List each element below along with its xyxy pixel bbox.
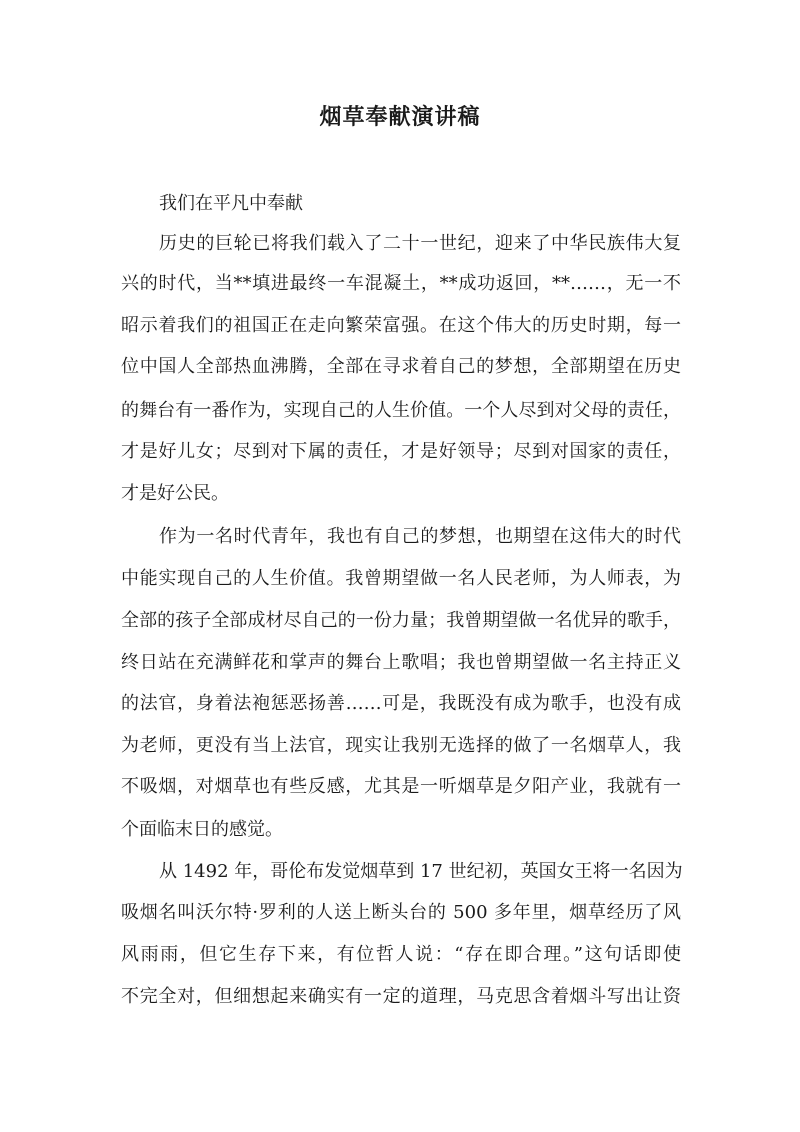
paragraph-line: 中能实现自己的人生价值。我曾期望做一名人民老师，为人师表，为 [121, 568, 681, 589]
paragraph-line: 全部的孩子全部成材尽自己的一份力量；我曾期望做一名优异的歌手， [121, 610, 681, 631]
paragraph-line: 昭示着我们的祖国正在走向繁荣富强。在这个伟大的历史时期，每一 [121, 315, 681, 336]
paragraph-line: 从 1492 年，哥伦布发觉烟草到 17 世纪初，英国女王将一名因为 [159, 861, 683, 882]
paragraph-line: 的舞台有一番作为，实现自己的人生价值。一个人尽到对父母的责任， [121, 400, 681, 421]
document-title: 烟草奉献演讲稿 [319, 104, 481, 130]
paragraph-line: 位中国人全部热血沸腾，全部在寻求着自己的梦想，全部期望在历史 [121, 356, 681, 377]
paragraph-line: 个面临末日的感觉。 [121, 819, 283, 840]
paragraph-line: 不完全对，但细想起来确实有一定的道理，马克思含着烟斗写出让资 [121, 986, 681, 1007]
paragraph-line: 才是好儿女；尽到对下属的责任，才是好领导；尽到对国家的责任， [121, 441, 681, 462]
paragraph-line: 兴的时代，当**填进最终一车混凝土，**成功返回，**……，无一不 [121, 273, 681, 294]
paragraph-line: 为老师，更没有当上法官，现实让我别无选择的做了一名烟草人，我 [121, 735, 681, 756]
paragraph-line: 才是好公民。 [121, 483, 229, 504]
paragraph-line: 不吸烟，对烟草也有些反感，尤其是一听烟草是夕阳产业，我就有一 [121, 776, 681, 797]
paragraph-line: 的法官，身着法袍惩恶扬善……可是，我既没有成为歌手，也没有成 [121, 693, 681, 714]
paragraph-line: 作为一名时代青年，我也有自己的梦想，也期望在这伟大的时代 [159, 526, 681, 547]
paragraph-line: 终日站在充满鲜花和掌声的舞台上歌唱；我也曾期望做一名主持正义 [121, 652, 681, 673]
paragraph-line: 吸烟名叫沃尔特·罗利的人送上断头台的 500 多年里，烟草经历了风 [121, 902, 681, 923]
paragraph-line: 历史的巨轮已将我们载入了二十一世纪，迎来了中华民族伟大复 [159, 233, 681, 254]
paragraph-line: 风雨雨，但它生存下来，有位哲人说：“存在即合理。”这句话即使 [121, 944, 681, 965]
subtitle: 我们在平凡中奉献 [159, 193, 303, 214]
